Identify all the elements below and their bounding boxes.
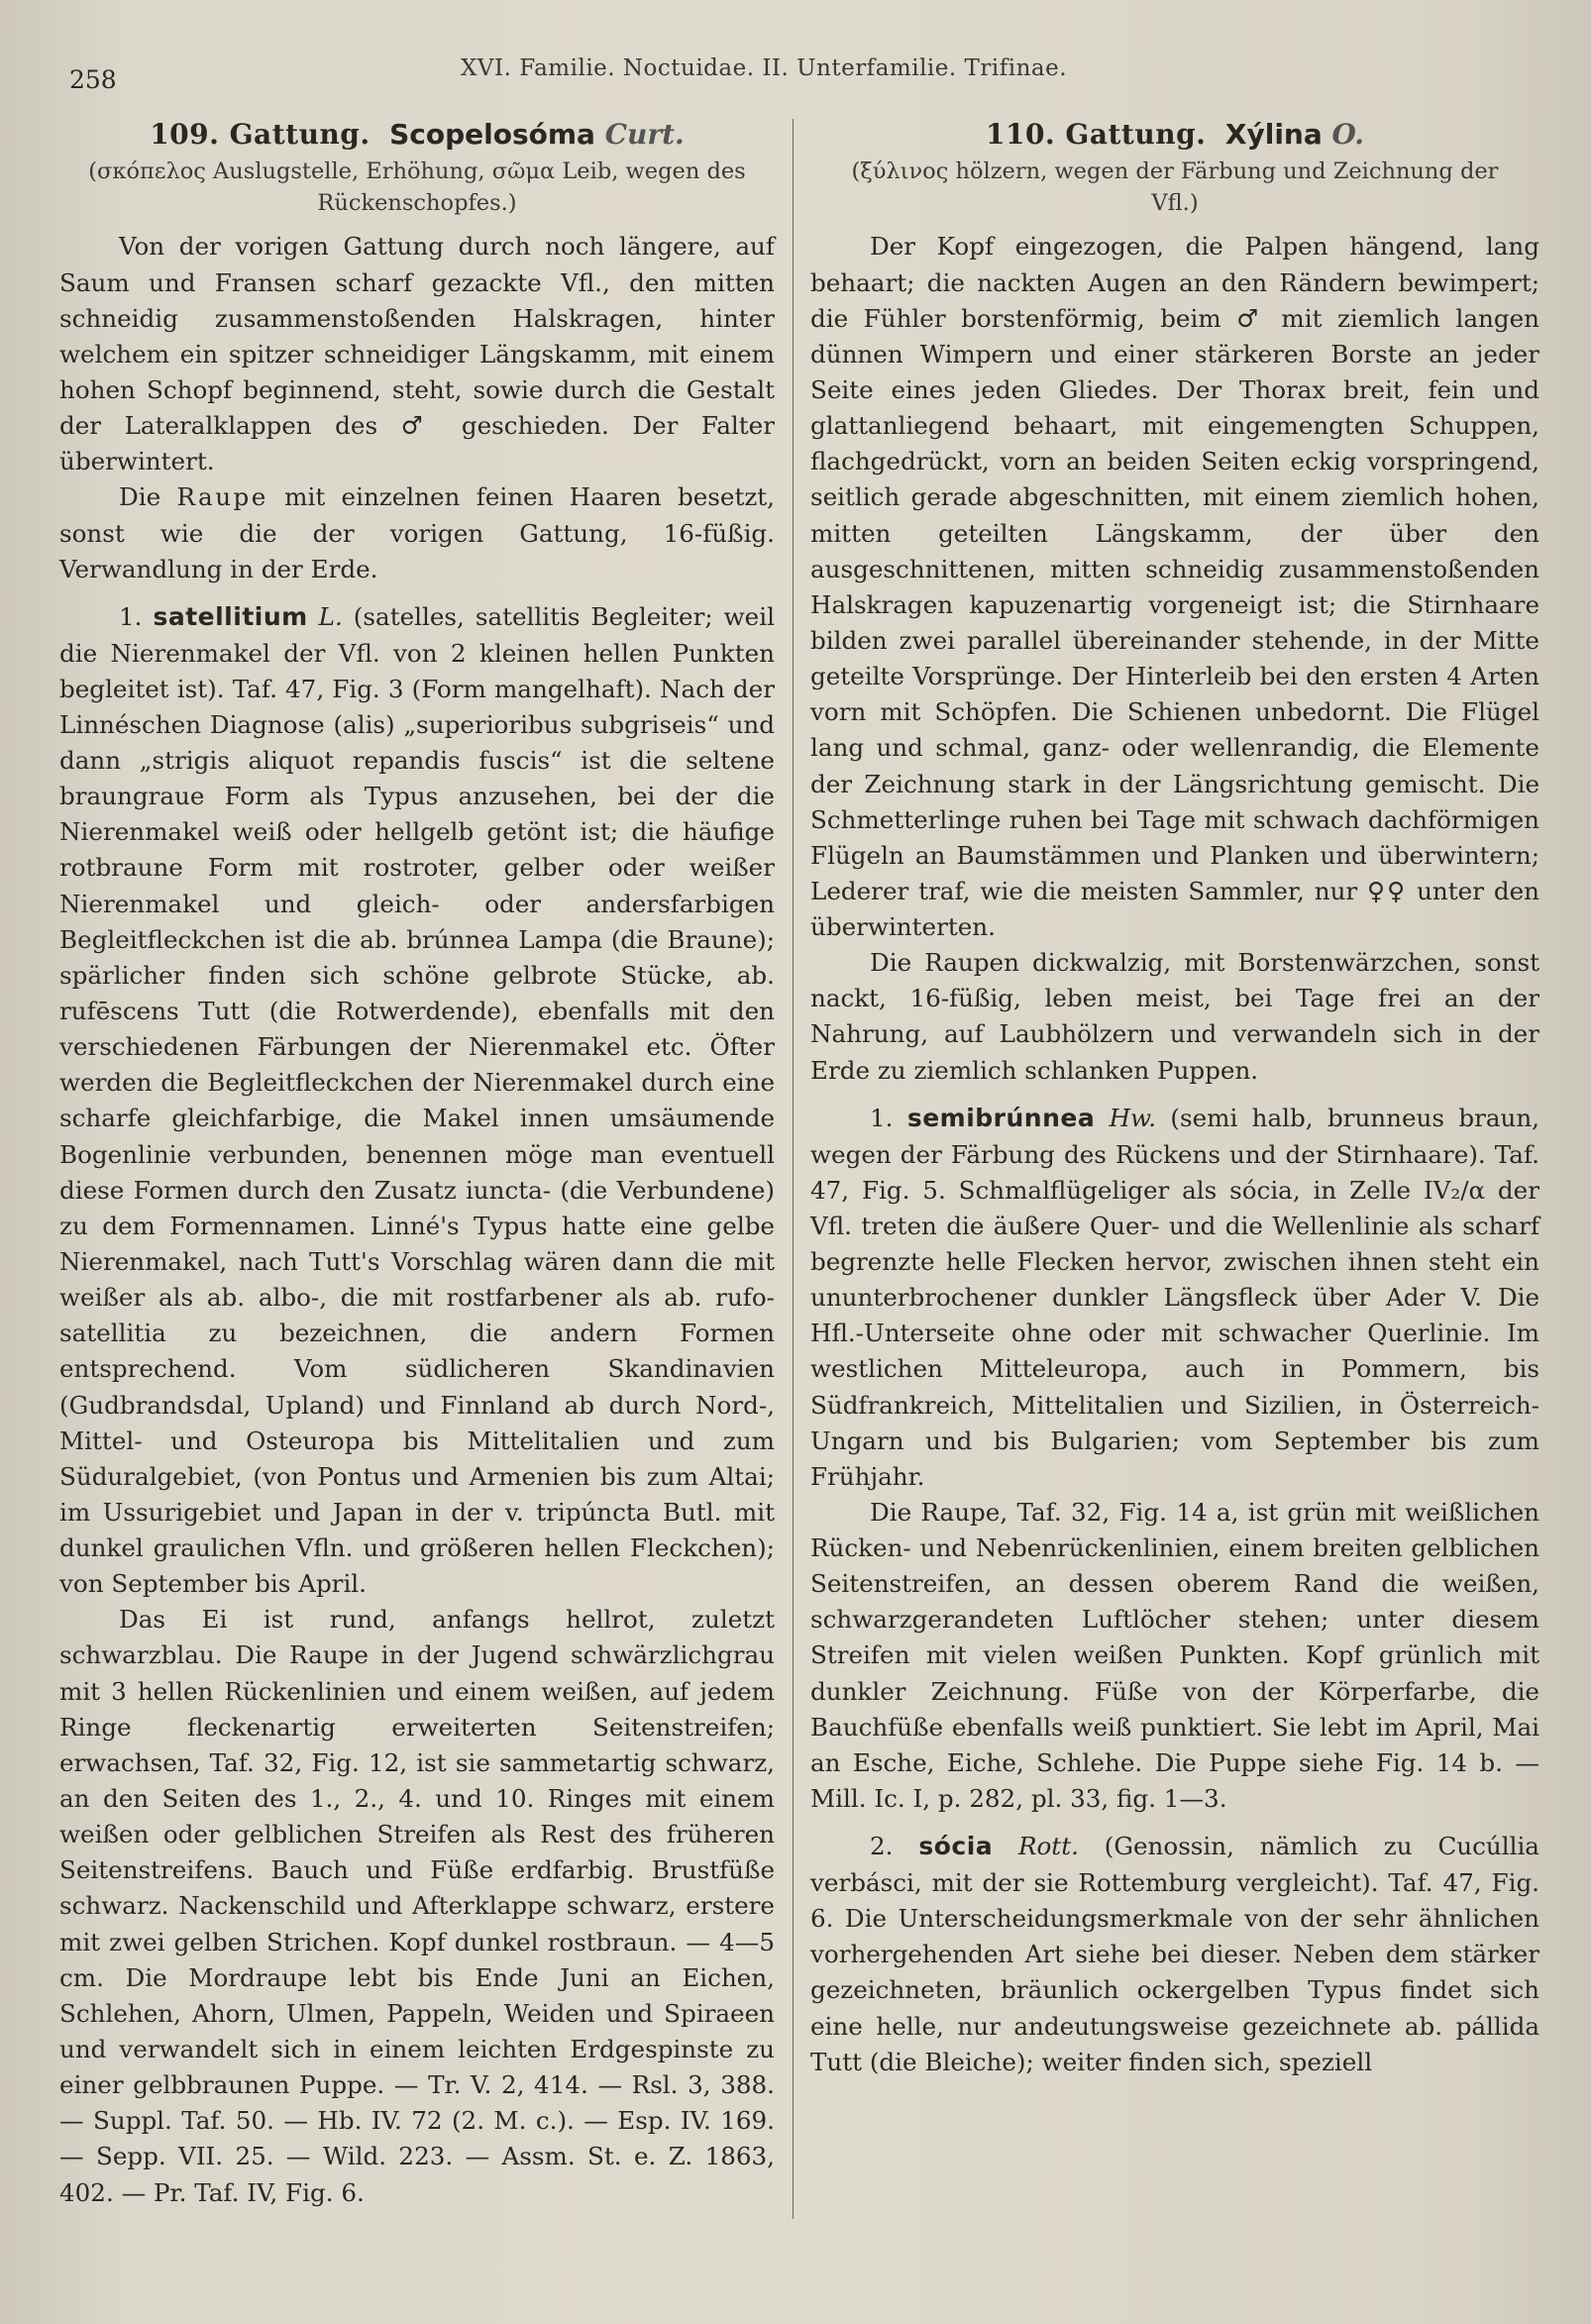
running-title: XVI. Familie. Noctuidae. II. Unterfamilie. Trifinae. [461, 55, 1068, 81]
genus-name: Scopelosóma [389, 118, 595, 151]
species-number: 1. [119, 601, 143, 631]
species-name: sócia [918, 1832, 994, 1861]
species-entry-socia [810, 1829, 1539, 2080]
species-author: Hw. [1109, 1103, 1156, 1132]
genus-name: Xýlina [1224, 118, 1323, 151]
species-text: (semi halb, brunneus braun, wegen der Färbung des Rückens und der Stirnhaare). Taf. 47, Fig. 5. Schmalflügeliger als sócia, in Zelle IV₂/α der Vfl. treten die äußere Quer- und die Wellenlinie als scharf begrenzte helle Flecken hervor, zwischen ihnen steht ein ununterbrochener dunkler Längsfleck über Ader V. Die Hfl.-Unterseite ohne oder mit schwacher Querlinie. Im westlichen Mitteleuropa, auch in Pommern, bis Südfrankreich, Mittelitalien und Sizilien, in Österreich-Ungarn und bis Bulgarien; vom September bis zum Frühjahr. [810, 1103, 1539, 1491]
species-author: Rott. [1017, 1832, 1079, 1861]
species-number: 2. [870, 1832, 894, 1861]
species-text: (Genossin, nämlich zu Cucúllia verbásci, mit der sie Rottemburg vergleicht). Taf. 47, Fig. 6. Die Unterscheidungsmerkmale von der sehr ähnlichen vorhergehenden Art siehe bei dieser. Neben dem stärker gezeichneten, bräunlich ockergelben Typus findet sich eine helle, nur andeutungsweise gezeichnete ab. pállida Tutt (die Bleiche); weiter finden sich, speziell [810, 1832, 1539, 2076]
genus-author: O. [1331, 118, 1365, 151]
genus-heading-109 [59, 117, 775, 153]
genus-etymology: (σκόπελος Auslugstelle, Erhöhung, σῶμα Leib, wegen des Rückenschopfes.) [88, 158, 746, 216]
larva-text: mit einzelnen feinen Haaren besetzt, sonst wie die der vorigen Gattung, 16-füßig. Verwandlung in der Erde. [59, 482, 775, 583]
genus-etymology: (ξύλινος hölzern, wegen der Färbung und Zeichnung der Vfl.) [851, 158, 1499, 216]
column-divider [793, 119, 794, 2219]
left-column [59, 117, 775, 2211]
species-entry-satellitium [59, 599, 775, 1603]
larva-word: Raupe [176, 482, 268, 512]
right-column [810, 117, 1539, 2080]
larva-description: Die Raupen dickwalzig, mit Borstenwärzchen, sonst nackt, 16-füßig, leben meist, bei Tage frei an der Nahrung, auf Laubhölzern und verwandeln sich in der Erde zu ziemlich schlanken Puppen. [810, 948, 1539, 1085]
larva-pre: Die [119, 482, 177, 512]
larva-description [59, 479, 775, 586]
genus-heading-110 [810, 117, 1539, 153]
genus-number: 110. Gattung. [985, 118, 1207, 151]
species-larva-description: Die Raupe, Taf. 32, Fig. 14 a, ist grün mit weißlichen Rücken- und Nebenrückenlinien, einem breiten gelblichen Seitenstreifen, an dessen oberem Rand die weißen, schwarzgerandeten Luftlöcher stehen; unter diesem Streifen mit vielen weißen Punkten. Kopf grünlich mit dunkler Zeichnung. Füße von der Körperfarbe, die Bauchfüße ebenfalls weiß punktiert. Sie lebt im April, Mai an Esche, Eiche, Schlehe. Die Puppe siehe Fig. 14 b. — Mill. Ic. I, p. 282, pl. 33, fig. 1—3. [810, 1497, 1539, 1814]
genus-description: Von der vorigen Gattung durch noch längere, auf Saum und Fransen scharf gezackte Vfl., den mitten schneidig zusammenstoßenden Halskragen, hinter welchem ein spitzer schneidiger Längskamm, mit einem hohen Schopf beginnend, steht, sowie durch die Gestalt der Lateralklappen des ♂ geschieden. Der Falter überwintert. [59, 232, 775, 476]
species-text: (satelles, satellitis Begleiter; weil die Nierenmakel der Vfl. von 2 kleinen hellen Punkten begleitet ist). Taf. 47, Fig. 3 (Form mangelhaft). Nach der Linnéschen Diagnose (alis) „superioribus subgriseis“ und dann „strigis aliquot repandis fuscis“ ist die seltene braungraue Form als Typus anzusehen, bei der die Nierenmakel weiß oder hellgelb getönt ist; die häufige rotbraune Form mit rostroter, gelber oder weißer Nierenmakel und gleich- oder andersfarbigen Begleitfleckchen ist die ab. brúnnea Lampa (die Braune); spärlicher finden sich schöne gelbrote Stücke, ab. rufēscens Tutt (die Rotwerdende), ebenfalls mit den verschiedenen Färbungen der Nierenmakel etc. Öfter werden die Begleitfleckchen der Nierenmakel durch eine scharfe gleichfarbige, die Makel innen umsäumende Bogenlinie verbunden, benennen möge man eventuell diese Formen durch den Zusatz iuncta- (die Verbundene) zu dem Formennamen. Linné's Typus hatte eine gelbe Nierenmakel, nach Tutt's Vorschlag wären dann die mit weißer als ab. albo-, die mit rostfarbener als ab. rufo-satellitia zu bezeichnen, die andern Formen entsprechend. Vom südlicheren Skandinavien (Gudbrandsdal, Upland) und Finnland ab durch Nord-, Mittel- und Osteuropa bis Mittelitalien und zum Süduralgebiet, (von Pontus und Armenien bis zum Altai; im Ussurigebiet und Japan in der v. tripúncta Butl. mit dunkel graulichen Vfln. und größeren hellen Fleckchen); von September bis April. [59, 601, 775, 1599]
egg-larva-description: Das Ei ist rund, anfangs hellrot, zuletzt schwarzblau. Die Raupe in der Jugend schwärzlichgrau mit 3 hellen Rückenlinien und einem weißen, auf jedem Ringe fleckenartig erweiterten Seitenstreifen; erwachsen, Taf. 32, Fig. 12, ist sie sammetartig schwarz, an den Seiten des 1., 2., 4. und 10. Ringes mit einem weißen oder gelblichen Streifen als Rest des früheren Seitenstreifens. Bauch und Füße erdfarbig. Brustfüße schwarz. Nackenschild und Afterklappe schwarz, erstere mit zwei gelben Strichen. Kopf dunkel rostbraun. — 4—5 cm. Die Mordraupe lebt bis Ende Juni an Eichen, Schlehen, Ahorn, Ulmen, Pappeln, Weiden und Spiraeen und verwandelt sich in einem leichten Erdgespinste zu einer gelbbraunen Puppe. — Tr. V. 2, 414. — Rsl. 3, 388. — Suppl. Taf. 50. — Hb. IV. 72 (2. M. c.). — Esp. IV. 169. — Sepp. VII. 25. — Wild. 223. — Assm. St. e. Z. 1863, 402. — Pr. Taf. IV, Fig. 6. [59, 1605, 775, 2207]
species-number: 1. [870, 1103, 894, 1132]
species-entry-semibrunnea [810, 1101, 1539, 1495]
page-number: 258 [69, 65, 117, 94]
species-name: semibrúnnea [906, 1103, 1096, 1132]
genus-description: Der Kopf eingezogen, die Palpen hängend, lang behaart; die nackten Augen an den Rändern bewimpert; die Fühler borstenförmig, beim ♂ mit ziemlich langen dünnen Wimpern und einer stärkeren Borste an jeder Seite eines jeden Gliedes. Der Thorax breit, fein und glattanliegend behaart, mit eingemengten Schuppen, flachgedrückt, vorn an beiden Seiten eckig vorspringend, seitlich gerade abgeschnitten, mit einem ziemlich hohen, mitten geteilten Längskamm, der über den ausgeschnittenen, mitten schneidig zusammenstoßenden Halskragen kapuzenartig vorgeneigt ist; die Stirnhaare bilden zwei parallel übereinander stehende, in der Mitte geteilte Vorsprünge. Der Hinterleib bei den ersten 4 Arten vorn mit Schöpfen. Die Schienen unbedornt. Die Flügel lang und schmal, ganz- oder wellenrandig, die Elemente der Zeichnung stark in der Längsrichtung gemischt. Die Schmetterlinge ruhen bei Tage mit schwach dachförmigen Flügeln an Baumstämmen und Planken und überwintern; Lederer traf, wie die meisten Sammler, nur ♀♀ unter den überwinterten. [810, 232, 1539, 942]
genus-number: 109. Gattung. [150, 118, 371, 151]
species-author: L. [318, 601, 343, 631]
species-name: satellitium [153, 601, 308, 631]
page-header [69, 52, 1139, 94]
genus-author: Curt. [604, 118, 685, 151]
